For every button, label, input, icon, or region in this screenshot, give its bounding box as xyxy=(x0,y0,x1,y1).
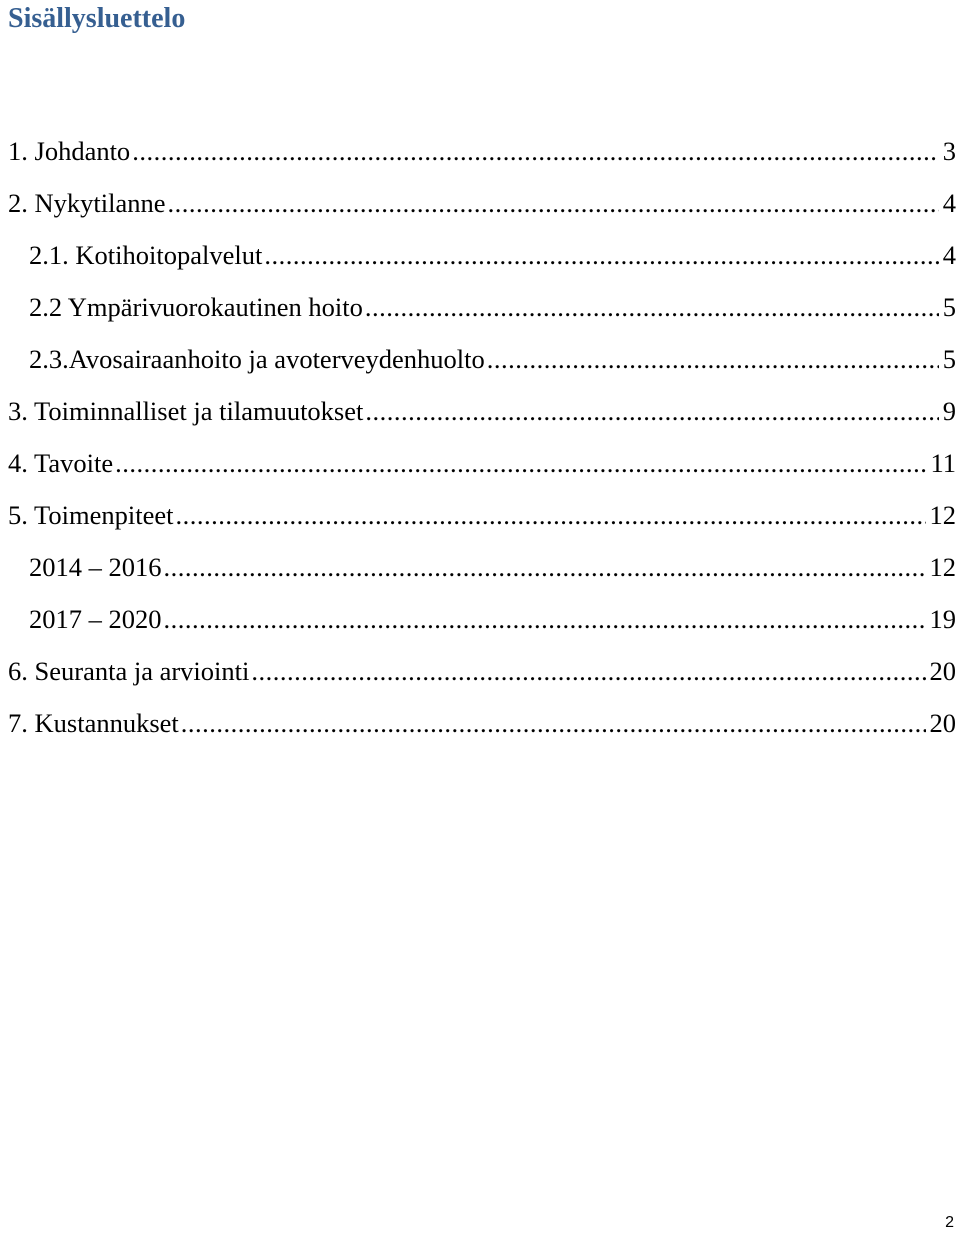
toc-entry xyxy=(0,645,960,697)
toc-entry xyxy=(0,281,960,333)
dot-leader xyxy=(132,125,939,177)
toc-link[interactable] xyxy=(8,437,956,489)
toc-entry xyxy=(0,177,960,229)
toc-entry-page: 11 xyxy=(930,448,956,478)
toc-link[interactable] xyxy=(8,645,956,697)
toc-entry xyxy=(0,541,960,593)
toc-entry-page: 9 xyxy=(942,396,956,426)
toc-heading: Sisällysluettelo xyxy=(8,3,186,34)
toc-entry-page: 12 xyxy=(929,500,956,530)
dot-leader xyxy=(365,385,938,437)
toc-entry-title: 2017 – 2020 xyxy=(29,604,162,634)
dot-leader xyxy=(487,333,939,385)
dot-leader xyxy=(164,593,926,645)
toc-entry-title: 7. Kustannukset xyxy=(8,708,179,738)
dot-leader xyxy=(264,229,938,281)
toc-link[interactable] xyxy=(29,281,956,333)
toc-entry xyxy=(0,489,960,541)
toc-entry-title: 1. Johdanto xyxy=(8,136,131,166)
toc-link[interactable] xyxy=(8,489,956,541)
toc-entry-title: 2.3.Avosairaanhoito ja avoterveydenhuolto xyxy=(29,344,485,374)
toc-entry-title: 5. Toimenpiteet xyxy=(8,500,174,530)
toc-link[interactable] xyxy=(8,177,956,229)
toc-entry-page: 19 xyxy=(929,604,956,634)
toc-entry-title: 6. Seuranta ja arviointi xyxy=(8,656,250,686)
toc-entry-title: 2014 – 2016 xyxy=(29,552,162,582)
toc-entry-page: 5 xyxy=(942,344,956,374)
dot-leader xyxy=(164,541,926,593)
toc-entry-page: 20 xyxy=(929,708,956,738)
toc-link[interactable] xyxy=(29,333,956,385)
toc-entry xyxy=(0,385,960,437)
toc-entry-page: 20 xyxy=(929,656,956,686)
toc-entry-page: 4 xyxy=(942,188,956,218)
toc-entry-title: 2. Nykytilanne xyxy=(8,188,166,218)
toc-link[interactable] xyxy=(29,541,956,593)
toc-entry xyxy=(0,437,960,489)
dot-leader xyxy=(115,437,926,489)
toc-link[interactable] xyxy=(29,593,956,645)
table-of-contents xyxy=(0,125,960,749)
dot-leader xyxy=(251,645,925,697)
toc-link[interactable] xyxy=(8,125,956,177)
toc-entry-title: 2.2 Ympärivuorokautinen hoito xyxy=(29,292,363,322)
page-number: 2 xyxy=(945,1214,954,1231)
toc-entry-page: 4 xyxy=(942,240,956,270)
toc-entry-title: 2.1. Kotihoitopalvelut xyxy=(29,240,263,270)
toc-link[interactable] xyxy=(8,697,956,749)
dot-leader xyxy=(365,281,939,333)
dot-leader xyxy=(168,177,939,229)
toc-entry-title: 3. Toiminnalliset ja tilamuutokset xyxy=(8,396,364,426)
toc-entry-page: 3 xyxy=(942,136,956,166)
dot-leader xyxy=(175,489,925,541)
toc-entry xyxy=(0,333,960,385)
toc-entry xyxy=(0,593,960,645)
dot-leader xyxy=(181,697,926,749)
toc-entry xyxy=(0,125,960,177)
toc-entry xyxy=(0,229,960,281)
toc-entry-page: 5 xyxy=(942,292,956,322)
toc-link[interactable] xyxy=(8,385,956,437)
toc-entry-page: 12 xyxy=(929,552,956,582)
toc-entry-title: 4. Tavoite xyxy=(8,448,114,478)
toc-entry xyxy=(0,697,960,749)
toc-link[interactable] xyxy=(29,229,956,281)
